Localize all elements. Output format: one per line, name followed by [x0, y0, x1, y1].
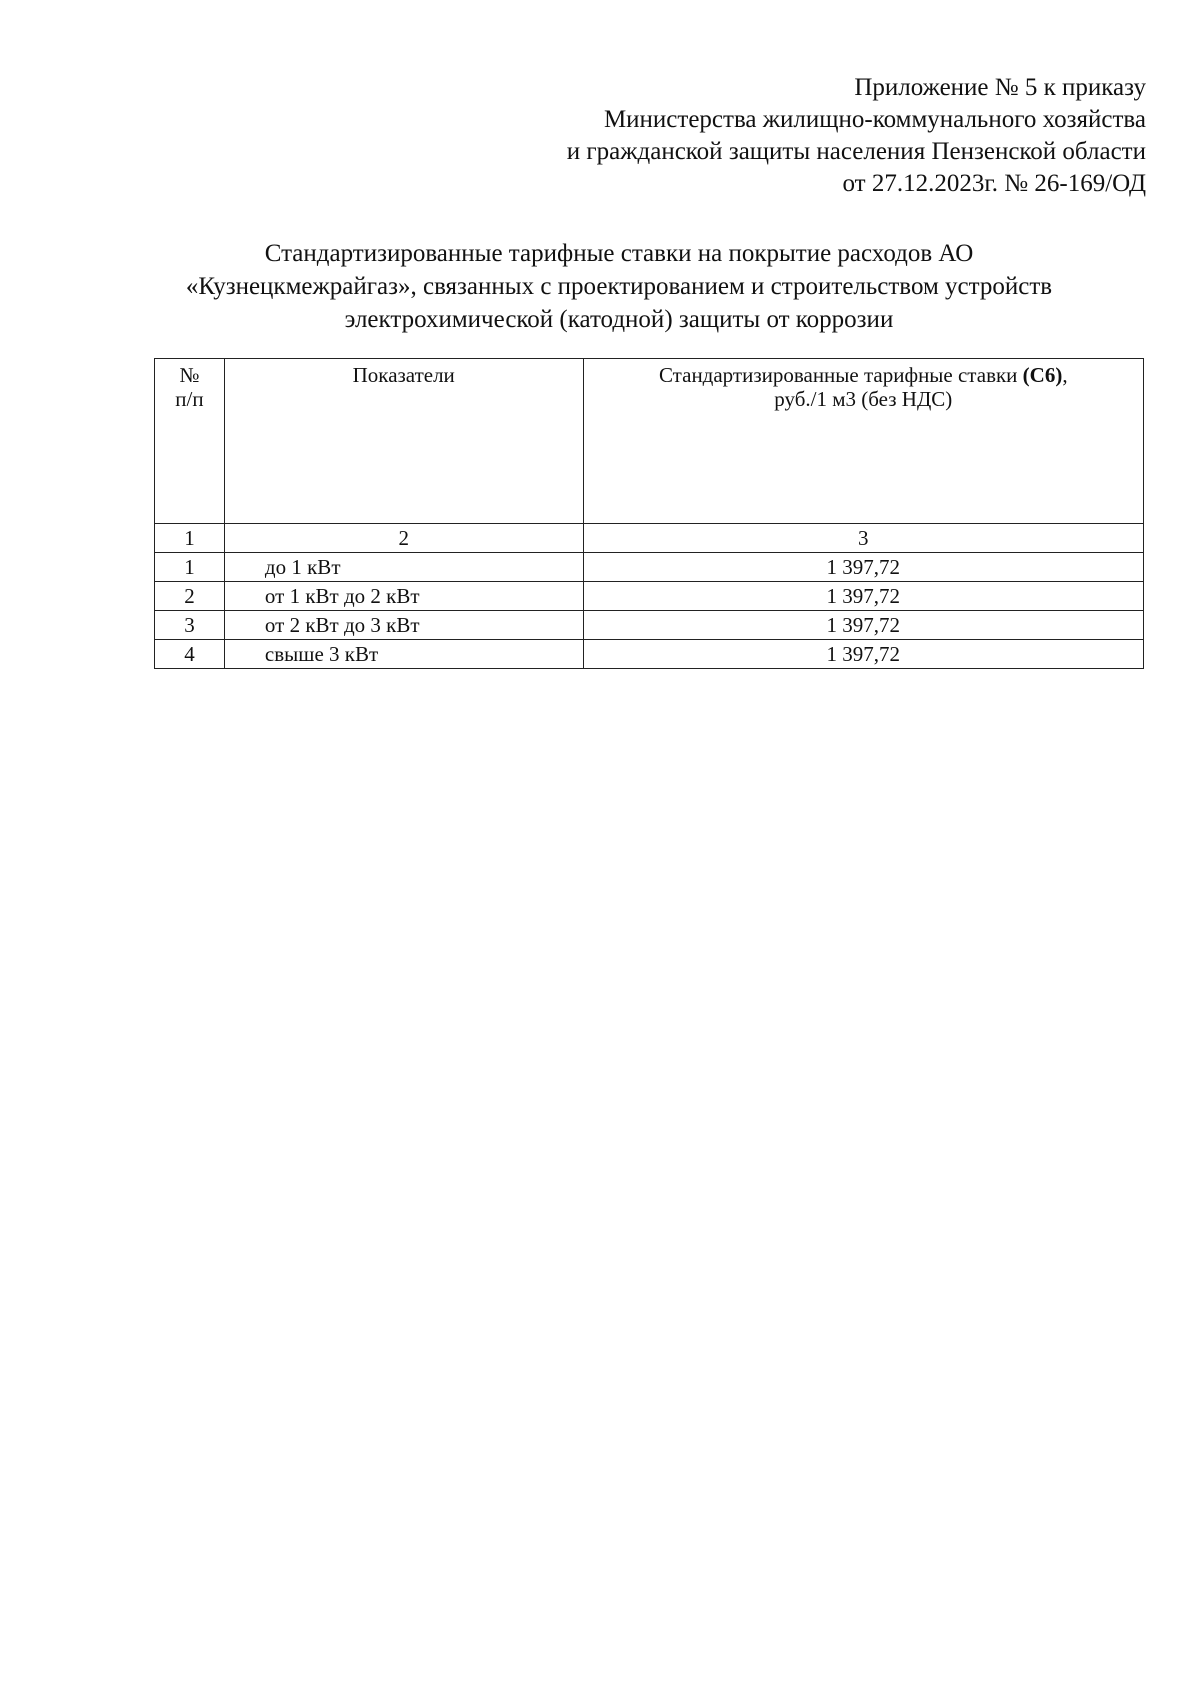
appendix-line-3: и гражданской защиты населения Пензенской области — [566, 138, 1146, 165]
row-indicator: от 1 кВт до 2 кВт — [224, 582, 583, 611]
appendix-line-1: Приложение № 5 к приказу — [854, 74, 1146, 101]
table-row — [155, 582, 1144, 611]
table-row — [155, 611, 1144, 640]
column-index-2: 2 — [224, 524, 583, 553]
column-index-3: 3 — [583, 524, 1143, 553]
appendix-line-2: Министерства жилищно-коммунального хозяйства — [603, 106, 1146, 133]
appendix-line-4: от 27.12.2023г. № 26-169/ОД — [842, 170, 1146, 197]
appendix-header — [567, 72, 1146, 200]
tariff-table — [154, 358, 1144, 669]
title-line-1: Стандартизированные тарифные ставки на покрытие расходов АО — [264, 240, 974, 267]
row-value: 1 397,72 — [583, 611, 1143, 640]
row-indicator: до 1 кВт — [224, 553, 583, 582]
row-number: 3 — [155, 611, 225, 640]
title-line-2: «Кузнецкмежрайгаз», связанных с проектированием и строительством устройств — [185, 273, 1053, 300]
table-header-row — [155, 359, 1144, 524]
header-indicator-label: Показатели — [352, 363, 455, 387]
table-row — [155, 640, 1144, 669]
row-indicator: свыше 3 кВт — [224, 640, 583, 669]
column-index-row — [155, 524, 1144, 553]
header-rate-suffix: , — [1062, 363, 1068, 387]
header-number-sign: № — [179, 363, 200, 387]
row-number: 1 — [155, 553, 225, 582]
header-rate-line-1 — [584, 363, 1143, 387]
row-value: 1 397,72 — [583, 640, 1143, 669]
table-row — [155, 553, 1144, 582]
header-rate-line-2: руб./1 м3 (без НДС) — [774, 387, 953, 411]
header-rate-prefix: Стандартизированные тарифные ставки — [658, 363, 1023, 387]
document-title — [150, 237, 1088, 336]
header-number-abbr: п/п — [175, 387, 204, 411]
header-number-cell — [155, 359, 225, 524]
header-rate-code: (С6) — [1022, 363, 1063, 387]
row-indicator: от 2 кВт до 3 кВт — [224, 611, 583, 640]
row-number: 2 — [155, 582, 225, 611]
row-number: 4 — [155, 640, 225, 669]
title-line-3: электрохимической (катодной) защиты от коррозии — [344, 306, 894, 333]
header-rate-cell — [583, 359, 1143, 524]
row-value: 1 397,72 — [583, 553, 1143, 582]
header-indicator-cell — [224, 359, 583, 524]
column-index-1: 1 — [155, 524, 225, 553]
row-value: 1 397,72 — [583, 582, 1143, 611]
